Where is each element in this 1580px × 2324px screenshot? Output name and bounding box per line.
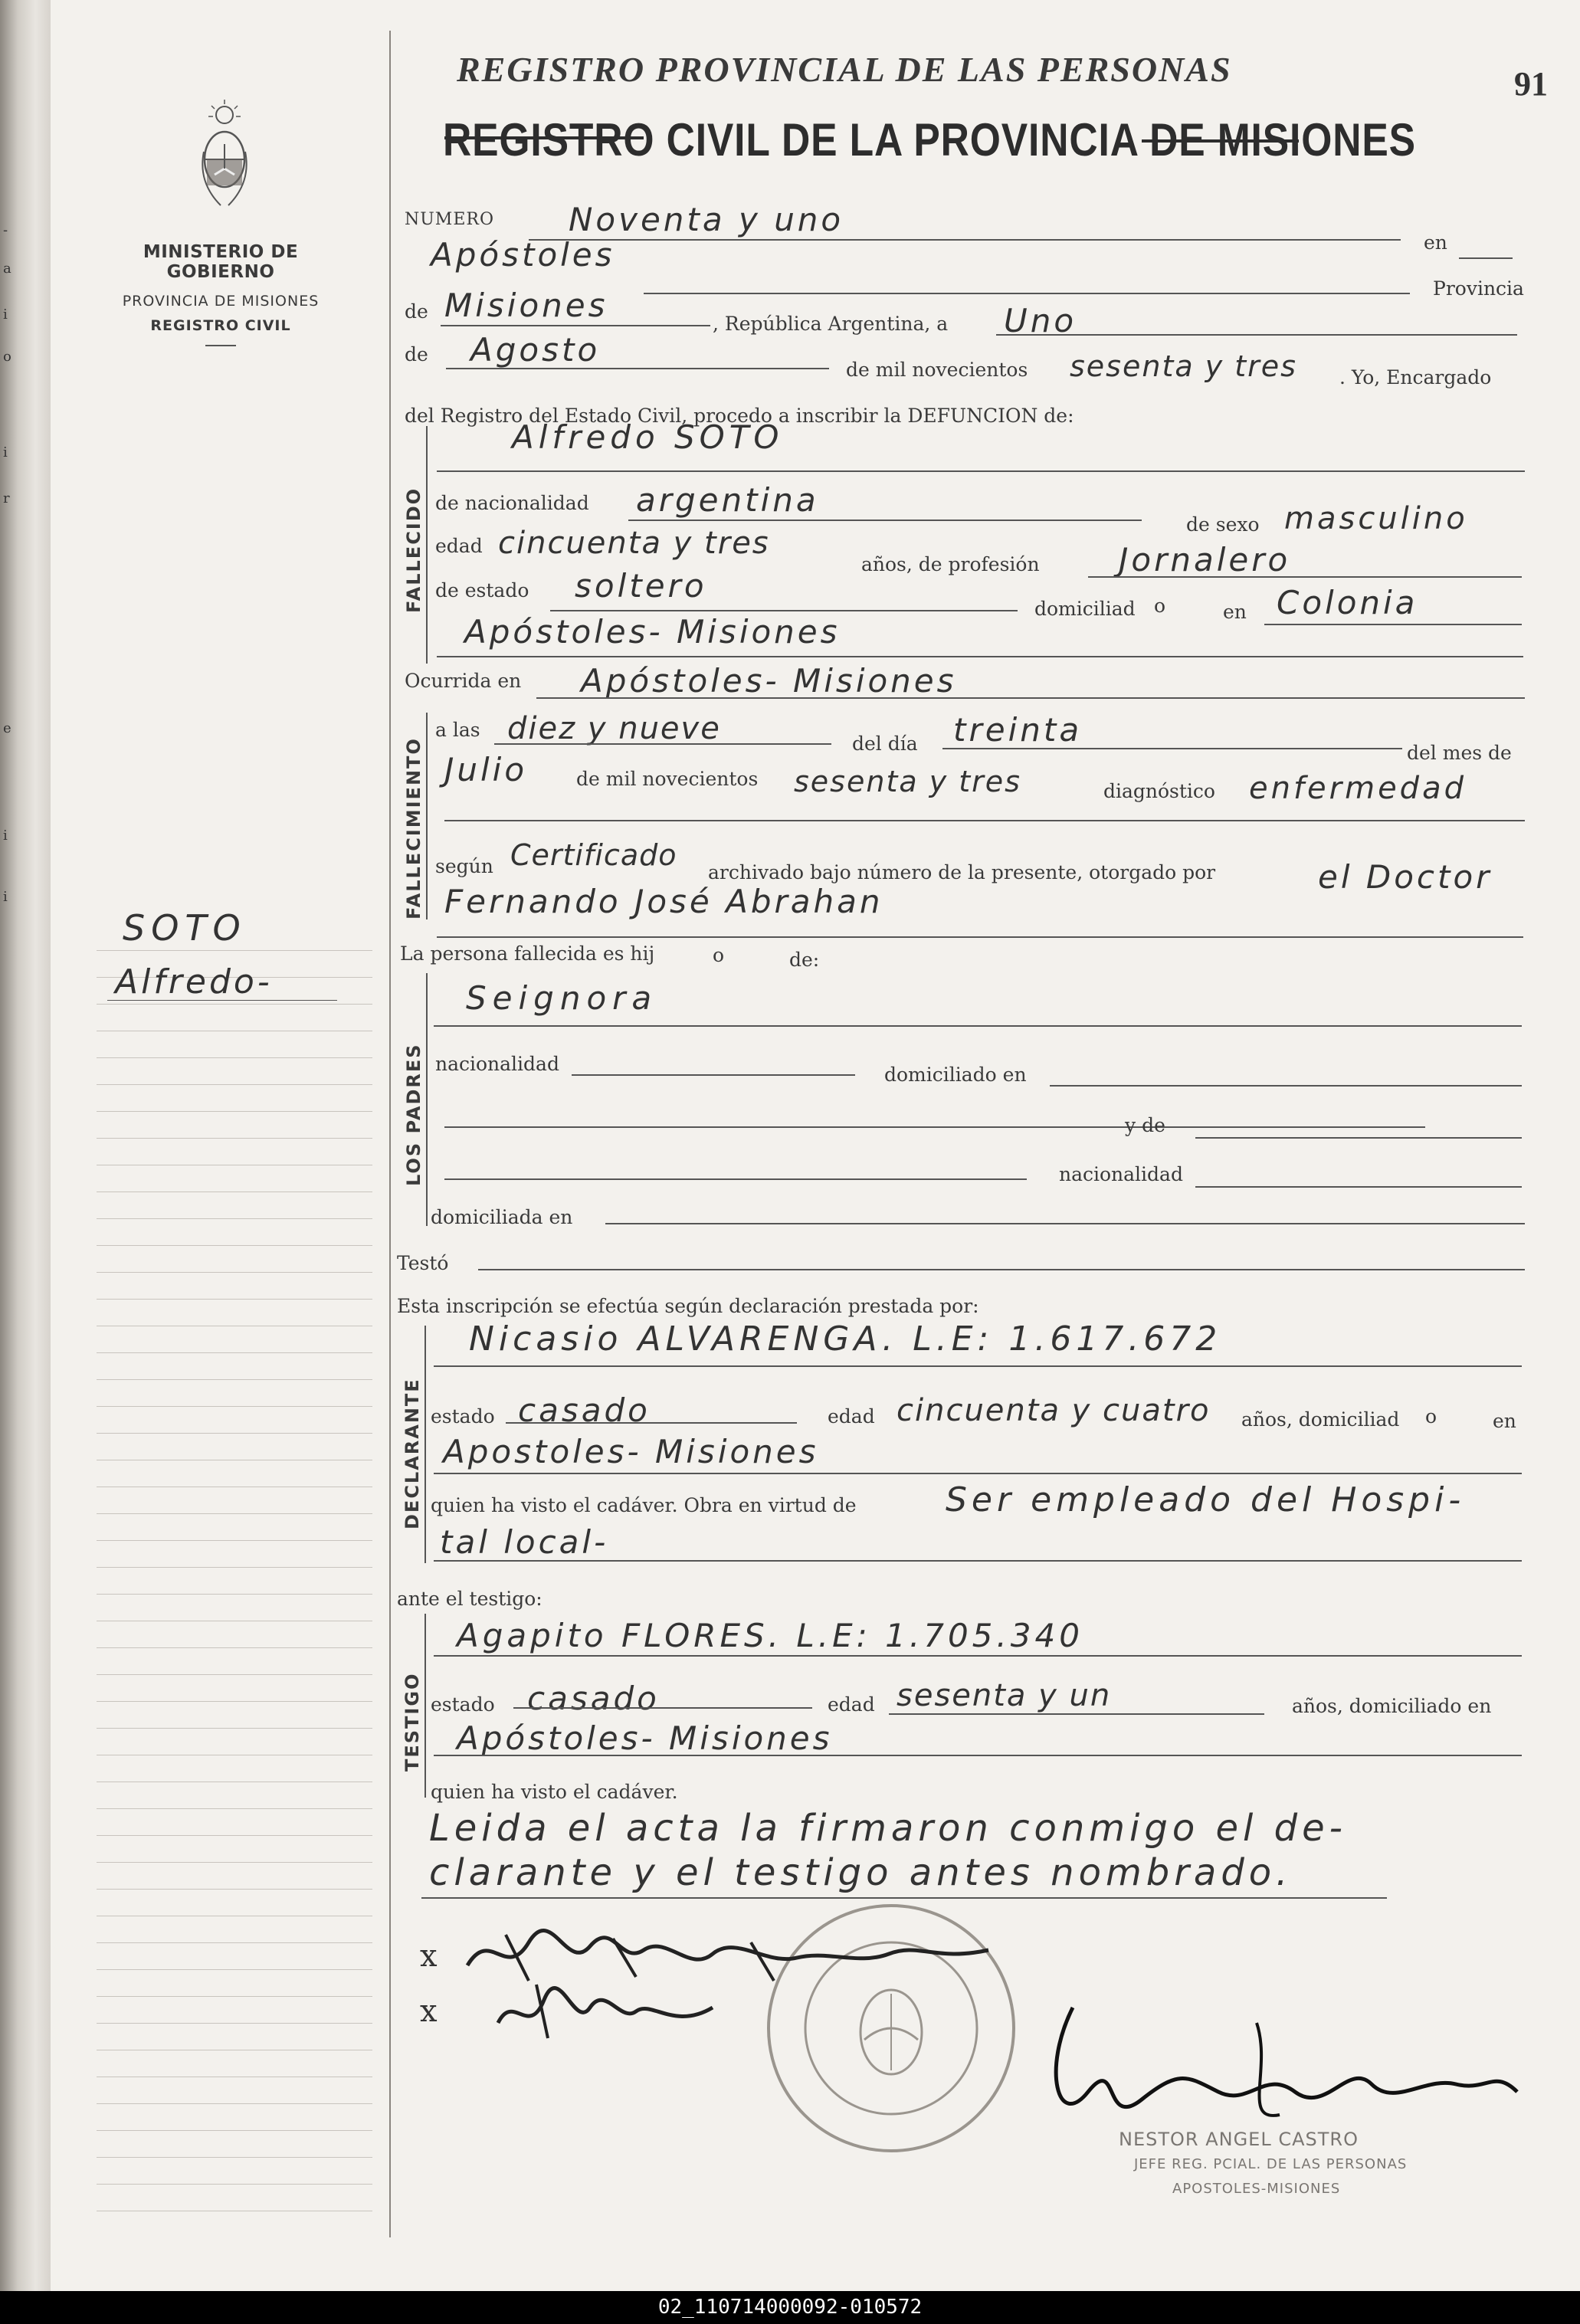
entry-declarante-nombre: Nicasio ALVARENGA. L.E: 1.617.672 <box>469 1319 1222 1359</box>
entry-diagnostico: enfermedad <box>1249 771 1467 806</box>
entry-padre-madre: Seignora <box>466 979 658 1017</box>
entry-declarante-estado: casado <box>518 1391 651 1429</box>
label-de-colon: de: <box>789 949 820 971</box>
entry-domicilio-1: Colonia <box>1277 584 1418 621</box>
label-republica: , República Argentina, a <box>713 313 949 335</box>
entry-hora: diez y nueve <box>507 711 721 746</box>
label-del-dia: del día <box>852 733 918 755</box>
official-printed-name: NESTOR ANGEL CASTRO <box>1119 2129 1359 2150</box>
label-yo-encargado: . Yo, Encargado <box>1339 366 1492 388</box>
label-nacionalidad-padre: nacionalidad <box>435 1053 559 1075</box>
ministry-province: PROVINCIA DE MISIONES <box>122 293 320 310</box>
label-quien-visto: quien ha visto el cadáver. Obra en virtud de <box>431 1494 857 1516</box>
entry-otorgado-2: Fernando José Abrahan <box>444 883 883 920</box>
label-ocurrida: Ocurrida en <box>405 670 522 692</box>
entry-cierre-1: Leida el acta la firmaron conmigo el de- <box>429 1807 1347 1850</box>
label-domiciliado: domiciliad <box>1034 598 1136 620</box>
label-de: de <box>405 300 428 323</box>
entry-hijo-suffix: o <box>713 944 725 966</box>
label-edad-testigo: edad <box>828 1693 875 1716</box>
entry-anio: sesenta y tres <box>1070 349 1297 383</box>
entry-obra-virtud-1: Ser empleado del Hospi- <box>946 1480 1466 1519</box>
header-line-2: REGISTRO CIVIL DE LA PROVINCIA DE MISIONES <box>443 114 1416 166</box>
label-del-registro: del Registro del Estado Civil, procedo a inscribir la DEFUNCION de: <box>405 405 1074 427</box>
section-testigo: TESTIGO <box>402 1672 423 1772</box>
margin-divider <box>389 31 391 2237</box>
label-a-las: a las <box>435 719 480 741</box>
label-archivado: archivado bajo número de la presente, otorgado por <box>708 861 1216 883</box>
section-declarante: DECLARANTE <box>402 1378 423 1529</box>
adjacent-page-edge: - a i o i r e i i <box>0 0 51 2291</box>
label-y-de: y de <box>1125 1114 1165 1136</box>
entry-numero: Noventa y uno <box>569 201 844 238</box>
entry-testigo-estado: casado <box>527 1680 660 1717</box>
entry-edad: cincuenta y tres <box>498 526 770 561</box>
entry-lugar-fallecimiento: Apóstoles- Misiones <box>581 662 957 700</box>
label-quien-visto-2: quien ha visto el cadáver. <box>431 1781 678 1803</box>
signature-mark-1: x <box>420 1939 438 1974</box>
entry-anio-fallecimiento: sesenta y tres <box>794 765 1021 798</box>
label-del-mes: del mes de <box>1407 742 1512 764</box>
entry-domicilio-2: Apóstoles- Misiones <box>464 613 841 651</box>
entry-provincia: Misiones <box>444 287 608 324</box>
entry-otorgado-1: el Doctor <box>1318 858 1493 896</box>
official-printed-title: JEFE REG. PCIAL. DE LAS PERSONAS <box>1134 2156 1408 2172</box>
label-nacionalidad-2: nacionalidad <box>1059 1163 1183 1185</box>
label-testo: Testó <box>397 1252 449 1274</box>
entry-dia: Uno <box>1004 302 1077 339</box>
label-estado-declarante: estado <box>431 1405 495 1428</box>
entry-mes-fallecimiento: Julio <box>444 751 528 788</box>
label-persona-fallecida: La persona fallecida es hij <box>400 942 655 965</box>
label-edad-declarante: edad <box>828 1405 875 1428</box>
margin-given-name: Alfredo- <box>115 962 273 1001</box>
label-de-mil-2: de mil novecientos <box>576 768 759 790</box>
section-fallecimiento: FALLECIMIENTO <box>403 737 425 919</box>
entry-declarante-domicilio: Apostoles- Misiones <box>443 1433 819 1470</box>
label-estado: de estado <box>435 579 529 601</box>
entry-testigo-domicilio: Apóstoles- Misiones <box>457 1719 833 1757</box>
margin-surname: SOTO <box>123 907 247 949</box>
entry-cierre-2: clarante y el testigo antes nombrado. <box>429 1851 1293 1894</box>
label-segun: según <box>435 855 493 877</box>
label-diagnostico: diagnóstico <box>1103 780 1215 802</box>
ministry-title: MINISTERIO DE GOBIERNO <box>143 242 299 282</box>
label-de2: de <box>405 343 428 365</box>
header-line-1: REGISTRO PROVINCIAL DE LAS PERSONAS <box>457 50 1232 89</box>
label-sexo: de sexo <box>1186 513 1260 536</box>
label-numero: NUMERO <box>405 210 494 229</box>
entry-domicilio-suffix: o <box>1154 595 1166 617</box>
file-id: 02_110714000092-010572 <box>657 2296 923 2319</box>
label-en-declarante: en <box>1493 1410 1516 1432</box>
entry-testigo-edad: sesenta y un <box>897 1678 1112 1713</box>
entry-obra-virtud-2: tal local- <box>440 1523 609 1561</box>
entry-sexo: masculino <box>1284 501 1468 536</box>
entry-mes: Agosto <box>470 331 601 369</box>
entry-declarante-edad: cincuenta y cuatro <box>897 1393 1211 1428</box>
ministry-registry: REGISTRO CIVIL <box>150 317 291 334</box>
section-fallecido: FALLECIDO <box>403 487 425 613</box>
label-anos-domiciliad: años, domiciliad <box>1241 1408 1400 1431</box>
entry-estado-civil: soltero <box>575 567 707 605</box>
entry-profesion: Jornalero <box>1119 541 1291 579</box>
testigo-signature <box>490 1977 720 2046</box>
label-en: en <box>1424 231 1447 254</box>
label-estado-testigo: estado <box>431 1693 495 1716</box>
file-id-bar <box>0 2291 1580 2324</box>
official-signature <box>1027 1977 1532 2145</box>
coat-of-arms-icon <box>198 98 251 213</box>
label-domiciliada-en: domiciliada en <box>431 1206 573 1228</box>
label-de-mil: de mil novecientos <box>846 359 1028 381</box>
entry-localidad: Apóstoles <box>431 236 615 274</box>
label-domiciliado-en: domiciliado en <box>884 1064 1027 1086</box>
signature-mark-2: x <box>420 1994 438 2029</box>
label-anos-domiciliado-en: años, domiciliado en <box>1292 1695 1492 1717</box>
entry-declarante-domicilio-suffix: o <box>1425 1405 1437 1428</box>
label-en-domicilio: en <box>1223 601 1247 623</box>
entry-nacionalidad: argentina <box>636 481 819 519</box>
section-padres: LOS PADRES <box>403 1043 425 1186</box>
entry-dia-fallecimiento: treinta <box>953 711 1083 749</box>
label-provincia: Provincia <box>1433 277 1524 300</box>
label-anos-profesion: años, de profesión <box>861 553 1040 575</box>
label-nacionalidad: de nacionalidad <box>435 492 589 514</box>
label-ante-testigo: ante el testigo: <box>397 1588 543 1610</box>
entry-segun: Certificado <box>510 838 677 872</box>
official-printed-place: APOSTOLES-MISIONES <box>1172 2181 1341 2197</box>
label-esta-inscripcion: Esta inscripción se efectúa según declaración prestada por: <box>397 1295 979 1317</box>
entry-fallecido-nombre: Alfredo SOTO <box>512 418 784 456</box>
page-number: 91 <box>1514 65 1548 103</box>
ministry-block <box>98 242 343 346</box>
entry-testigo-nombre: Agapito FLORES. L.E: 1.705.340 <box>457 1617 1083 1654</box>
label-edad: edad <box>435 535 483 557</box>
